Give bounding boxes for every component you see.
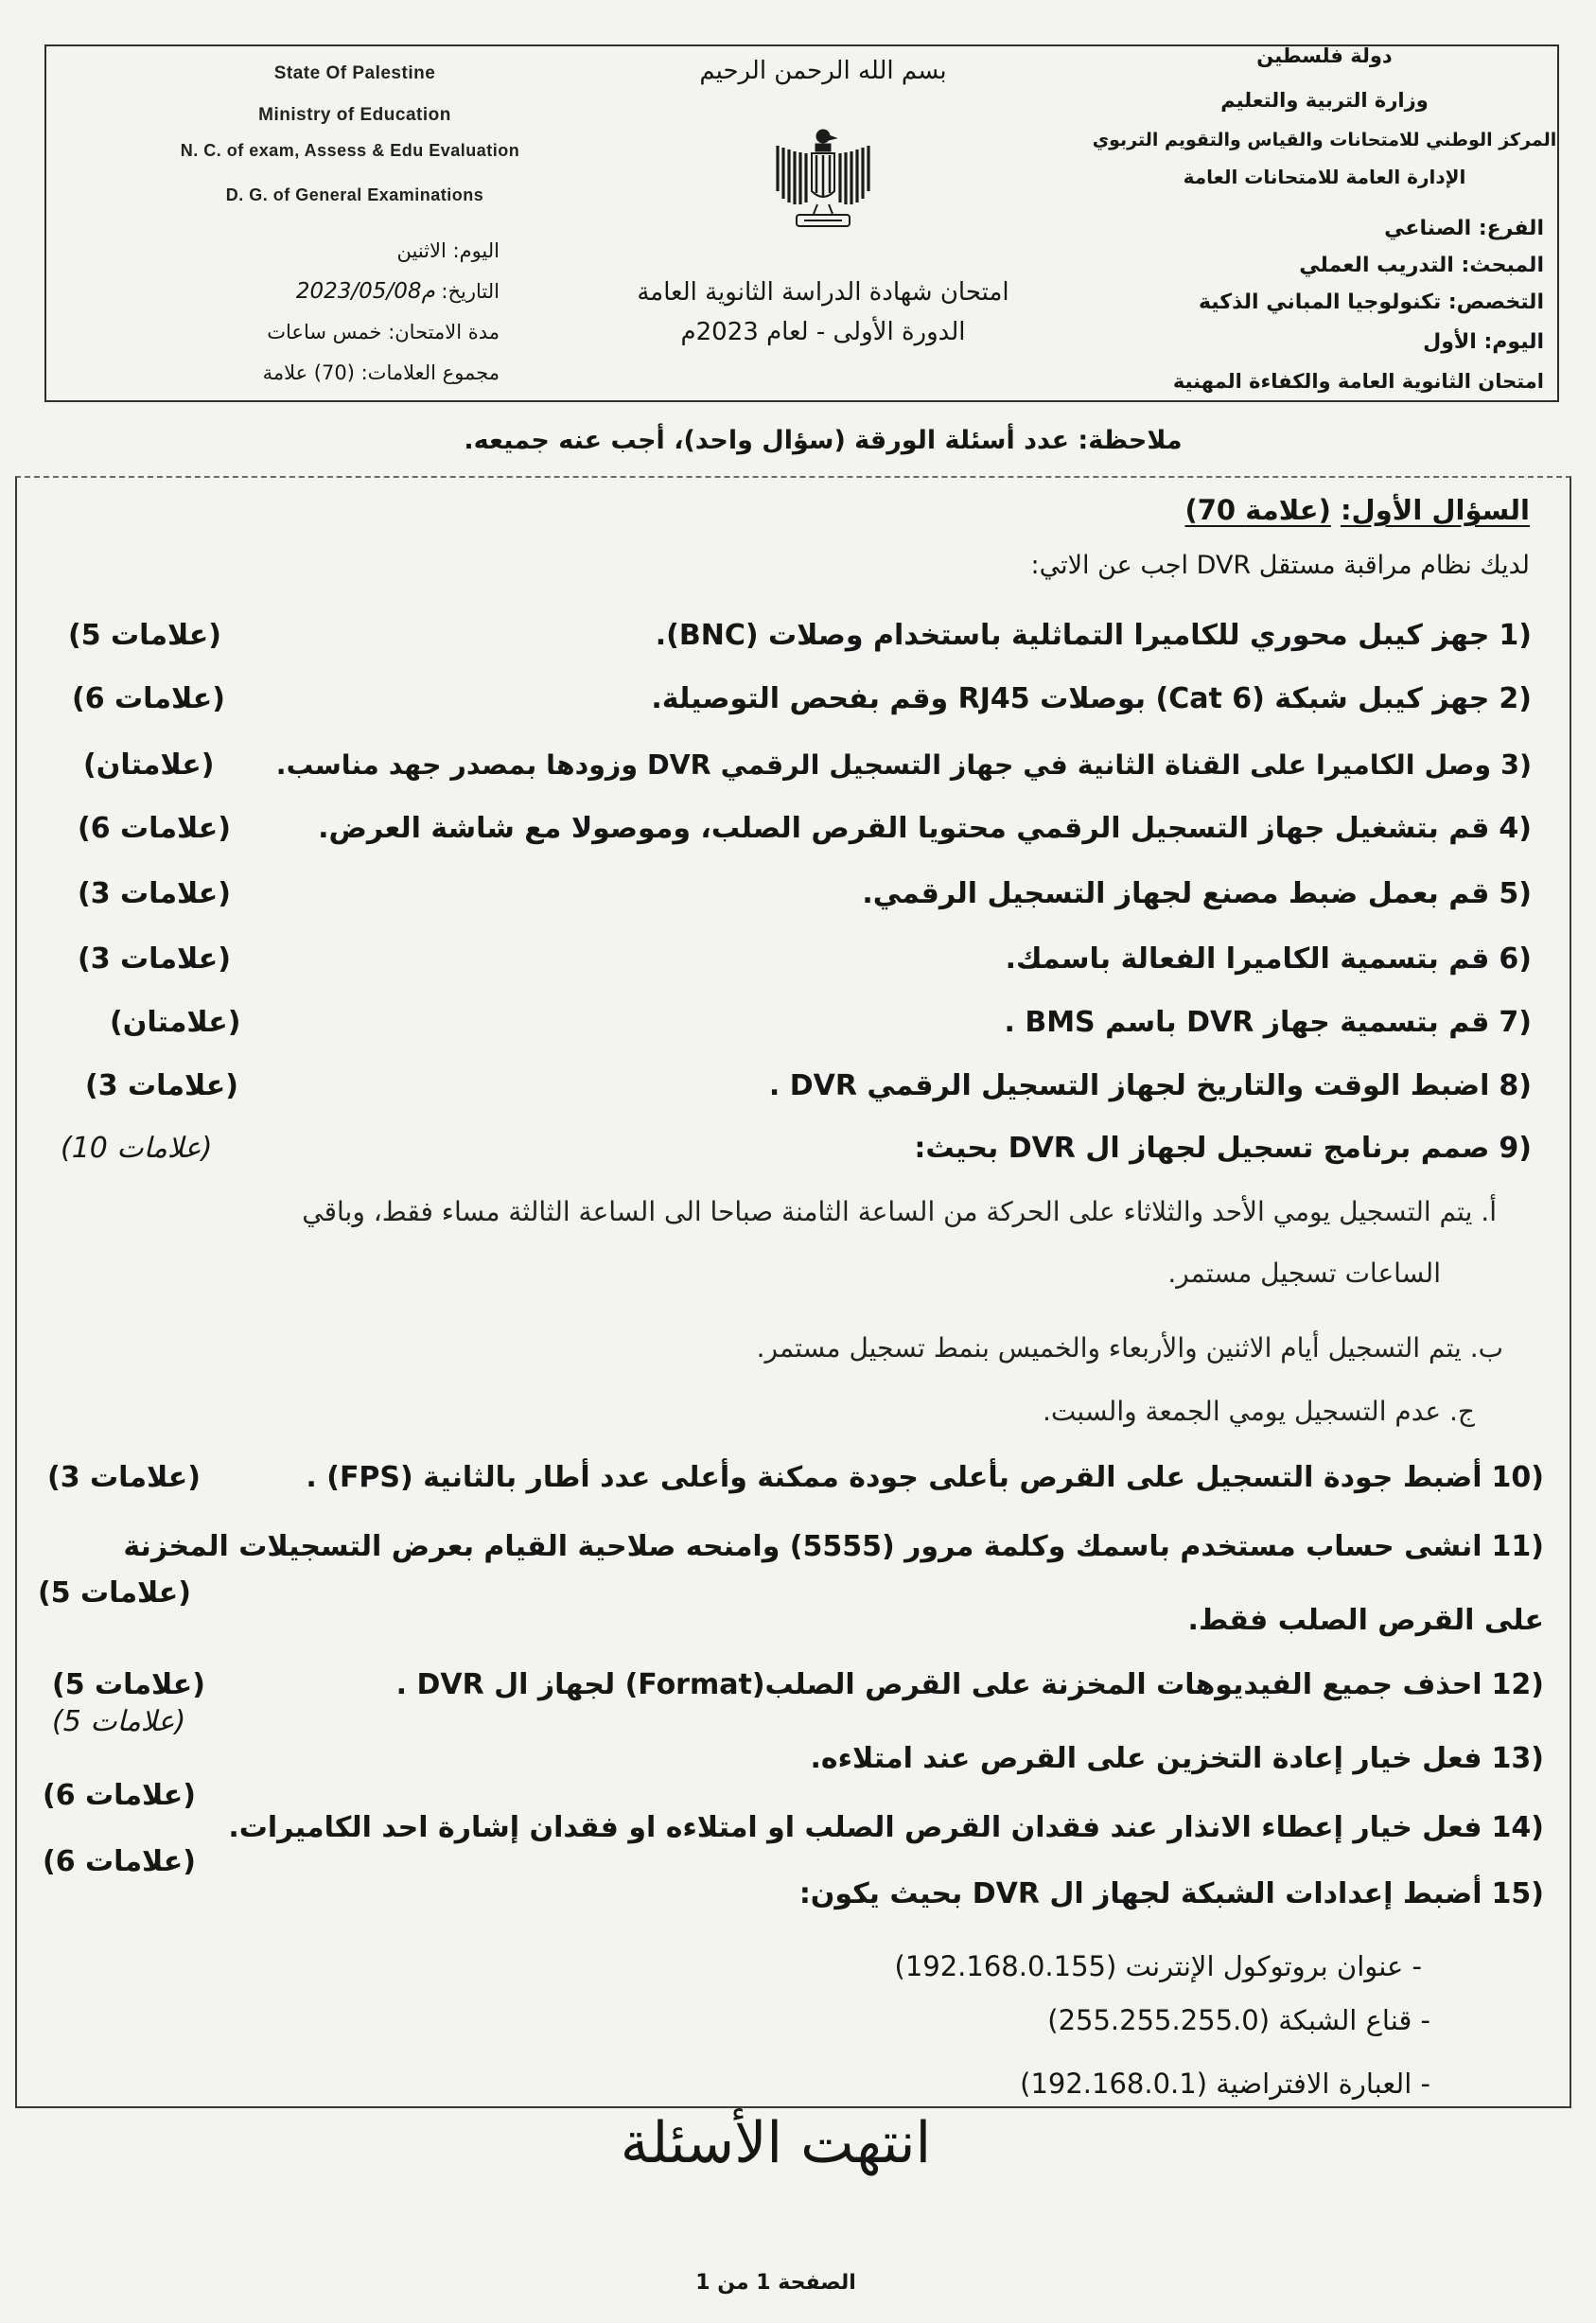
item-12-text: احذف جميع الفيديوهات المخزنة على القرص الصلب(Format) لجهاز ال DVR . — [395, 1668, 1482, 1701]
item-1-number: 1) — [1499, 619, 1532, 652]
question-item-4 — [265, 807, 1532, 851]
header-en-ministry: Ministry of Education — [258, 105, 451, 125]
header-exam-day: اليوم: الأول — [1423, 330, 1544, 354]
item-11-text-continued: على القرص الصلب فقط. — [1187, 1604, 1544, 1637]
item-15-number: 15) — [1491, 1877, 1544, 1910]
sub-item-a: أ. يتم التسجيل يومي الأحد والثلاثاء على الحركة من الساعة الثامنة صباحا الى الساعة الثالثة مساء فقط، وباقي — [302, 1196, 1497, 1227]
question-item-14 — [218, 1806, 1544, 1850]
header-specialization: التخصص: تكنولوجيا المباني الذكية — [1198, 290, 1544, 314]
item-14-marks: (6 علامات) — [43, 1779, 197, 1812]
question-item-7 — [265, 1001, 1532, 1045]
item-9-marks: (10 علامات) — [61, 1132, 213, 1165]
item-10-marks: (3 علامات) — [47, 1461, 202, 1494]
exam-session: الدورة الأولى - لعام 2023م — [680, 318, 966, 346]
item-5-text: قم بعمل ضبط مصنع لجهاز التسجيل الرقمي. — [862, 877, 1490, 910]
item-5-number: 5) — [1499, 877, 1532, 910]
question-heading — [943, 488, 1530, 532]
header-en-state: State Of Palestine — [273, 63, 436, 83]
network-subnet-mask: - قناع الشبكة (255.255.255.0) — [1047, 2004, 1430, 2036]
question-item-15 — [274, 1873, 1544, 1916]
item-7-marks: (علامتان) — [110, 1006, 241, 1039]
item-4-number: 4) — [1499, 812, 1532, 845]
item-8-number: 8) — [1499, 1069, 1532, 1102]
date-value: 2023/05/08م — [295, 279, 435, 304]
item-3-marks: (علامتان) — [83, 748, 215, 782]
page-number: الصفحة 1 من 1 — [695, 2271, 856, 2295]
item-6-marks: (3 علامات) — [78, 942, 232, 976]
item-1-marks: (5 علامات) — [68, 619, 222, 652]
question-title: السؤال الأول: — [1340, 494, 1530, 526]
question-item-3 — [265, 744, 1532, 787]
item-2-marks: (6 علامات) — [72, 682, 226, 715]
item-13-number: 13) — [1491, 1742, 1544, 1775]
item-11-number: 11) — [1491, 1530, 1544, 1563]
exam-title: امتحان شهادة الدراسة الثانوية العامة — [637, 278, 1009, 307]
item-5-marks: (3 علامات) — [78, 877, 232, 910]
item-14-number: 14) — [1491, 1811, 1544, 1844]
item-11-text: انشى حساب مستخدم باسمك وكلمة مرور (5555) وامنحه صلاحية القيام بعرض التسجيلات المخزنة — [123, 1530, 1482, 1563]
date-label: التاريخ: — [441, 280, 500, 303]
item-10-text: أضبط جودة التسجيل على القرص بأعلى جودة ممكنة وأعلى عدد أطار بالثانية (FPS) . — [306, 1461, 1482, 1494]
question-item-13 — [274, 1737, 1544, 1781]
item-8-text: اضبط الوقت والتاريخ لجهاز التسجيل الرقمي DVR . — [768, 1069, 1490, 1102]
question-item-2 — [265, 678, 1532, 721]
header-ar-ministry: وزارة التربية والتعليم — [1220, 89, 1429, 112]
header-ar-national-center: المركز الوطني للامتحانات والقياس والتقويم التربوي — [1092, 130, 1557, 150]
item-6-number: 6) — [1499, 942, 1532, 976]
item-4-text: قم بتشغيل جهاز التسجيل الرقمي محتويا القرص الصلب، وموصولا مع شاشة العرض. — [318, 812, 1490, 845]
item-10-number: 10) — [1491, 1461, 1544, 1494]
item-9-number: 9) — [1499, 1132, 1532, 1165]
exam-note: ملاحظة: عدد أسئلة الورقة (سؤال واحد)، أجب عنه جميعه. — [464, 426, 1183, 455]
item-6-text: قم بتسمية الكاميرا الفعالة باسمك. — [1005, 942, 1490, 976]
item-13-marks: (5 علامات) — [52, 1705, 186, 1738]
basmala: بسم الله الرحمن الرحيم — [699, 57, 947, 85]
item-2-text: جهز كيبل شبكة (Cat 6) بوصلات RJ45 وقم بفحص التوصيلة. — [651, 682, 1490, 715]
sub-item-a-continued: الساعات تسجيل مستمر. — [1167, 1258, 1441, 1289]
header-en-directorate: D. G. of General Examinations — [225, 185, 484, 204]
question-item-9 — [265, 1127, 1532, 1170]
end-of-questions: انتهت الأسئلة — [620, 2110, 932, 2176]
header-branch: الفرع: الصناعي — [1384, 217, 1544, 240]
item-14-text: فعل خيار إعطاء الانذار عند فقدان القرص الصلب او امتلاءه او فقدان إشارة احد الكاميرات. — [228, 1811, 1482, 1844]
network-default-gateway: - العبارة الافتراضية (192.168.0.1) — [1020, 2068, 1430, 2100]
header-day: اليوم: الاثنين — [396, 239, 500, 262]
question-item-5 — [265, 872, 1532, 916]
item-12-number: 12) — [1491, 1668, 1544, 1701]
item-7-text: قم بتسمية جهاز DVR باسم BMS . — [1004, 1006, 1490, 1039]
sub-item-c: ج. عدم التسجيل يومي الجمعة والسبت. — [1042, 1396, 1475, 1427]
palestine-eagle-emblem — [766, 125, 880, 238]
header-duration: مدة الامتحان: خمس ساعات — [267, 321, 500, 343]
item-15-text: أضبط إعدادات الشبكة لجهاز ال DVR بحيث يكون: — [798, 1877, 1482, 1910]
network-ip-address: - عنوان بروتوكول الإنترنت (192.168.0.155) — [894, 1950, 1422, 1982]
question-total-marks: (70 علامة) — [1184, 494, 1331, 526]
header-ar-state: دولة فلسطين — [1256, 44, 1393, 67]
item-2-number: 2) — [1499, 682, 1532, 715]
question-item-8 — [265, 1065, 1532, 1108]
header-exam-type: امتحان الثانوية العامة والكفاءة المهنية — [1172, 370, 1544, 393]
item-12-marks: (5 علامات) — [52, 1668, 206, 1701]
item-13-text: فعل خيار إعادة التخزين على القرص عند امتلاءه. — [810, 1742, 1482, 1775]
item-1-text: جهز كيبل محوري للكاميرا التماثلية باستخدام وصلات (BNC). — [655, 619, 1490, 652]
question-item-11 — [57, 1525, 1544, 1569]
header-total-marks: مجموع العلامات: (70) علامة — [262, 361, 500, 384]
item-3-text: وصل الكاميرا على القناة الثانية في جهاز التسجيل الرقمي DVR وزودها بمصدر جهد مناسب. — [275, 749, 1492, 781]
item-9-text: صمم برنامج تسجيل لجهاز ال DVR بحيث: — [914, 1132, 1490, 1165]
item-3-number: 3) — [1500, 749, 1532, 781]
header-date — [121, 275, 500, 308]
question-item-10 — [265, 1456, 1544, 1500]
header-subject: المبحث: التدريب العملي — [1299, 254, 1544, 277]
sub-item-b: ب. يتم التسجيل أيام الاثنين والأربعاء والخميس بنمط تسجيل مستمر. — [756, 1332, 1503, 1364]
question-item-6 — [265, 938, 1532, 981]
item-8-marks: (3 علامات) — [85, 1069, 239, 1102]
header-ar-directorate: الإدارة العامة للامتحانات العامة — [1183, 166, 1466, 188]
question-item-1 — [265, 614, 1532, 658]
header-en-national-center: N. C. of exam, Assess & Edu Evaluation — [180, 141, 520, 160]
item-4-marks: (6 علامات) — [78, 812, 232, 845]
item-11-marks: (5 علامات) — [38, 1576, 192, 1610]
question-item-12 — [274, 1663, 1544, 1707]
question-intro: لديك نظام مراقبة مستقل DVR اجب عن الاتي: — [1030, 551, 1530, 580]
item-15-marks: (6 علامات) — [43, 1845, 197, 1878]
item-7-number: 7) — [1499, 1006, 1532, 1039]
